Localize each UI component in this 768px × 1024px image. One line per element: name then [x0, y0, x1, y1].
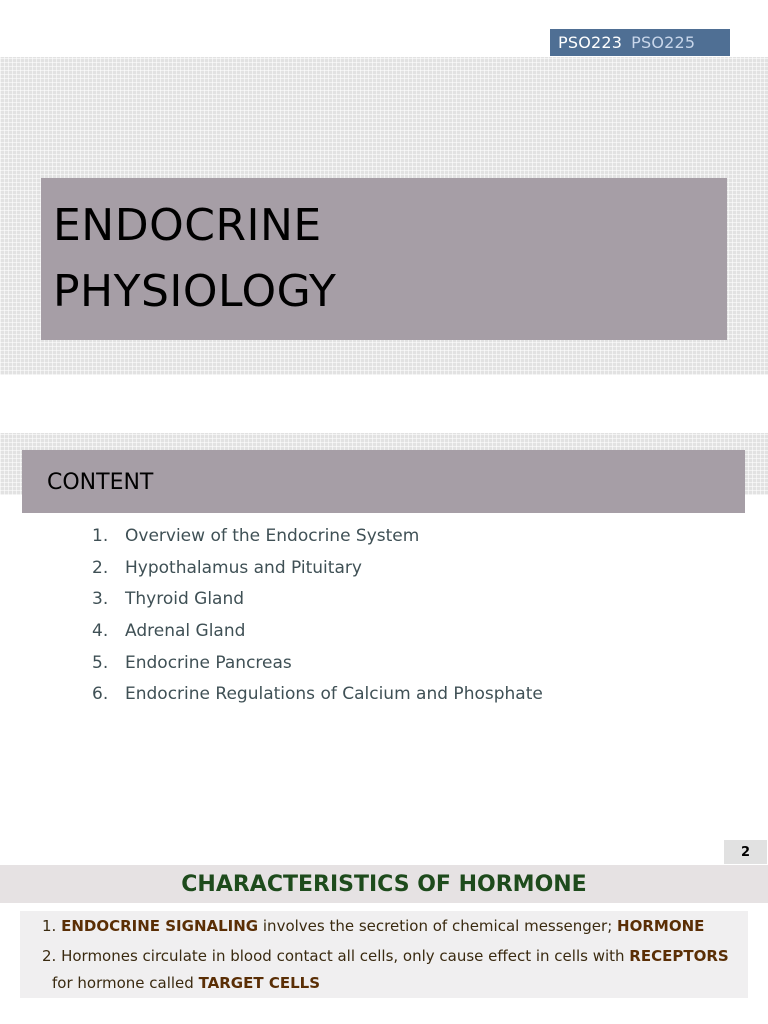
- title-box: [41, 178, 727, 340]
- course-code-1: PSO223: [558, 33, 623, 52]
- page-number: 2: [724, 840, 767, 864]
- point-2: 2. Hormones circulate in blood contact all cells, only cause effect in cells with RECEPTORS: [42, 947, 729, 965]
- toc-item: 1. Overview of the Endocrine System: [92, 523, 543, 555]
- toc-item-text: Endocrine Pancreas: [125, 652, 292, 673]
- point-2-continued: for hormone called TARGET CELLS: [52, 974, 320, 992]
- section-title: CHARACTERISTICS OF HORMONE: [181, 871, 587, 897]
- toc-item: 6. Endocrine Regulations of Calcium and Phosphate: [92, 681, 543, 713]
- toc-item: 4. Adrenal Gland: [92, 618, 543, 650]
- content-header: [22, 450, 745, 513]
- table-of-contents: [92, 523, 543, 713]
- toc-item-text: Adrenal Gland: [125, 621, 246, 642]
- toc-item-text: Hypothalamus and Pituitary: [125, 557, 362, 578]
- course-code-badge: [550, 29, 730, 56]
- point-1: 1. ENDOCRINE SIGNALING involves the secretion of chemical messenger; HORMONE: [42, 917, 705, 935]
- toc-item: 2. Hypothalamus and Pituitary: [92, 555, 543, 587]
- hormone-points: [20, 911, 748, 998]
- content-header-label: CONTENT: [47, 470, 154, 495]
- slide-title-line-2: PHYSIOLOGY: [53, 266, 337, 317]
- course-code-2: PSO225: [631, 33, 696, 52]
- toc-item-text: Overview of the Endocrine System: [125, 526, 420, 546]
- toc-item: 5. Endocrine Pancreas: [92, 650, 543, 682]
- section-title-bar: [0, 865, 768, 903]
- slide-title-line-1: ENDOCRINE: [53, 200, 322, 251]
- toc-item-text: Endocrine Regulations of Calcium and Phosphate: [125, 684, 543, 705]
- toc-item: 3. Thyroid Gland: [92, 586, 543, 618]
- toc-item-text: Thyroid Gland: [125, 589, 245, 610]
